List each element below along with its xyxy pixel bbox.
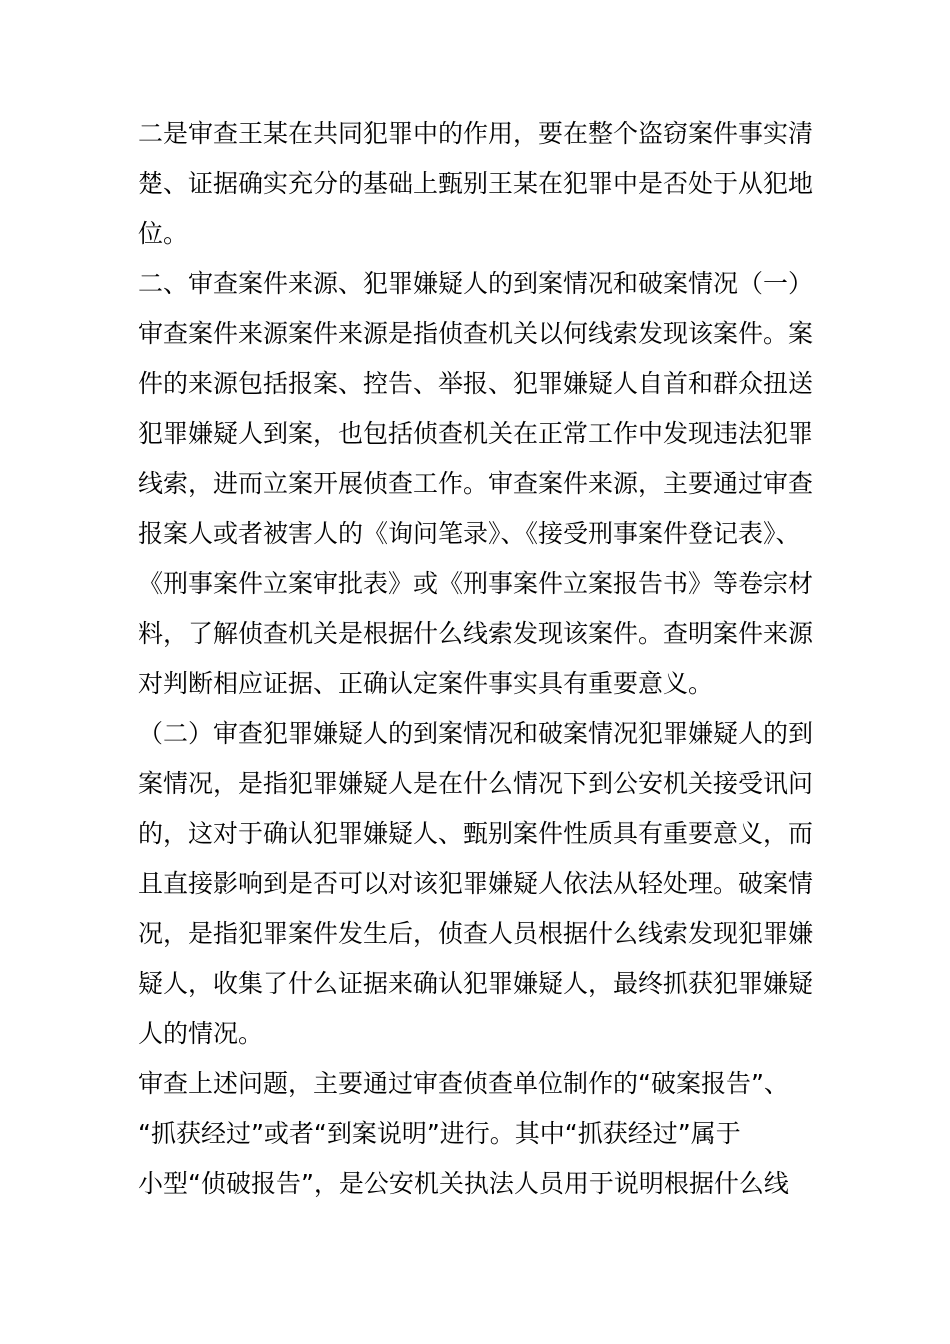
text-line-1: 二是审查王某在共同犯罪中的作用，要在整个盗窃案件事实清 [138, 119, 814, 148]
text-line-7: 犯罪嫌疑人到案，也包括侦查机关在正常工作中发现违法犯罪 [138, 419, 814, 448]
text-line-16: 且直接影响到是否可以对该犯罪嫌疑人依法从轻处理。破案情 [138, 869, 814, 898]
text-line-20: 审查上述问题，主要通过审查侦查单位制作的“破案报告”、 [138, 1069, 789, 1098]
section-heading-2: 二、审查案件来源、犯罪嫌疑人的到案情况和破案情况（一） [138, 269, 814, 298]
text-line-18: 疑人，收集了什么证据来确认犯罪嫌疑人，最终抓获犯罪嫌疑 [138, 969, 814, 998]
text-line-2: 楚、证据确实充分的基础上甄别王某在犯罪中是否处于从犯地 [138, 169, 814, 198]
text-line-8: 线索，进而立案开展侦查工作。审查案件来源，主要通过审查 [138, 469, 814, 498]
text-line-14: 案情况，是指犯罪嫌疑人是在什么情况下到公安机关接受讯问 [138, 769, 814, 798]
text-line-21: “抓获经过”或者“到案说明”进行。其中“抓获经过”属于 [138, 1119, 741, 1148]
subsection-heading-2: （二）审查犯罪嫌疑人的到案情况和破案情况犯罪嫌疑人的到 [138, 719, 814, 748]
text-line-19: 人的情况。 [138, 1019, 264, 1048]
text-line-6: 件的来源包括报案、控告、举报、犯罪嫌疑人自首和群众扭送 [138, 369, 814, 398]
text-line-11: 料，了解侦查机关是根据什么线索发现该案件。查明案件来源 [138, 619, 814, 648]
text-line-15: 的，这对于确认犯罪嫌疑人、甄别案件性质具有重要意义，而 [138, 819, 814, 848]
text-line-5: 审查案件来源案件来源是指侦查机关以何线索发现该案件。案 [138, 319, 814, 348]
text-line-22: 小型“侦破报告”，是公安机关执法人员用于说明根据什么线 [138, 1169, 789, 1198]
text-line-10: 《刑事案件立案审批表》或《刑事案件立案报告书》等卷宗材 [138, 569, 814, 598]
text-line-9: 报案人或者被害人的《询问笔录》、《接受刑事案件登记表》、 [138, 519, 801, 548]
text-line-17: 况，是指犯罪案件发生后，侦查人员根据什么线索发现犯罪嫌 [138, 919, 814, 948]
text-line-3: 位。 [138, 219, 189, 248]
text-line-12: 对判断相应证据、正确认定案件事实具有重要意义。 [138, 669, 714, 698]
